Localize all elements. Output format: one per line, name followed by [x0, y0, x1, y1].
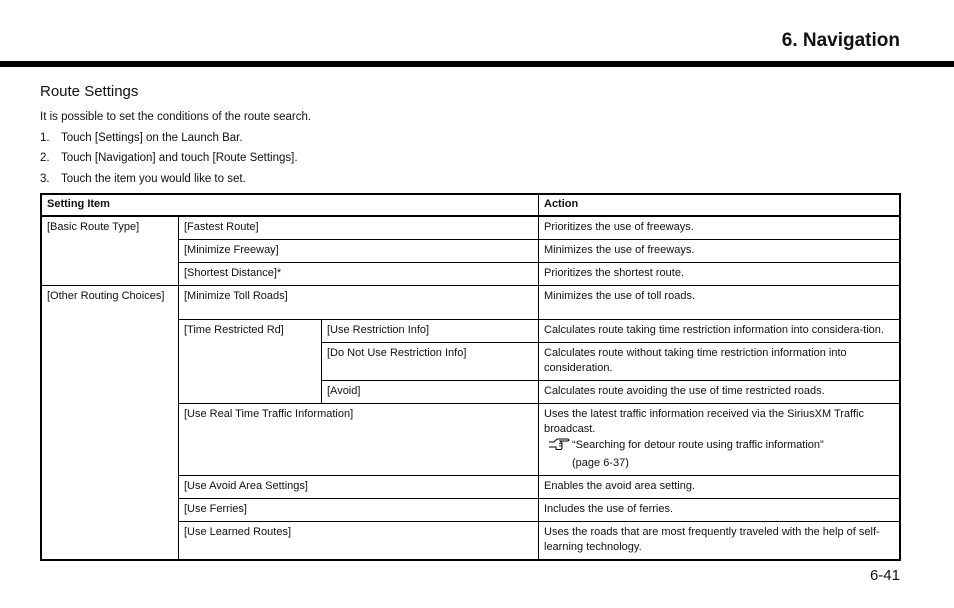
step-1	[40, 132, 243, 144]
reference-page: (page 6-37)	[572, 457, 629, 469]
table-row	[41, 216, 900, 240]
step-text: Touch [Navigation] and touch [Route Settings].	[61, 152, 298, 164]
chapter-title: 6. Navigation	[781, 30, 900, 51]
page-reference	[544, 437, 894, 456]
step-3	[40, 173, 246, 185]
step-number: 3.	[40, 173, 50, 185]
setting-item-cell: [Do Not Use Restriction Info]	[322, 343, 539, 381]
setting-item-cell: [Use Learned Routes]	[179, 522, 539, 561]
action-cell: Minimizes the use of toll roads.	[539, 286, 901, 320]
action-cell: Calculates route avoiding the use of time restricted roads.	[539, 381, 901, 404]
step-2	[40, 152, 298, 164]
setting-item-cell: [Fastest Route]	[179, 216, 539, 240]
setting-item-cell: [Minimize Freeway]	[179, 240, 539, 263]
action-cell: Enables the avoid area setting.	[539, 476, 901, 499]
group-time-restricted-rd: [Time Restricted Rd]	[179, 320, 322, 404]
reference-pointing-hand-icon	[548, 437, 570, 456]
header-rule	[0, 61, 954, 67]
reference-link[interactable]: “Searching for detour route using traffic information”	[572, 439, 824, 451]
table-row	[41, 286, 900, 320]
setting-item-cell: [Minimize Toll Roads]	[179, 286, 539, 320]
step-number: 1.	[40, 132, 50, 144]
action-cell: Uses the roads that are most frequently traveled with the help of self-learning technology.	[539, 522, 901, 561]
setting-item-cell: [Use Real Time Traffic Information]	[179, 404, 539, 476]
route-settings-table	[40, 193, 901, 561]
setting-item-cell: [Use Ferries]	[179, 499, 539, 522]
setting-item-cell: [Avoid]	[322, 381, 539, 404]
step-text: Touch the item you would like to set.	[61, 173, 246, 185]
action-cell: Calculates route without taking time restriction information into consideration.	[539, 343, 901, 381]
setting-item-cell: [Shortest Distance]*	[179, 263, 539, 286]
action-cell: Minimizes the use of freeways.	[539, 240, 901, 263]
action-cell	[539, 404, 901, 476]
action-cell: Includes the use of ferries.	[539, 499, 901, 522]
group-basic-route-type: [Basic Route Type]	[41, 216, 179, 286]
pointing-hand-svg	[548, 437, 570, 451]
action-text: Uses the latest traffic information received via the SiriusXM Traffic broadcast.	[544, 408, 864, 435]
header-setting-item: Setting Item	[41, 194, 539, 216]
action-cell: Calculates route taking time restriction information into considera-tion.	[539, 320, 901, 343]
table-header-row	[41, 194, 900, 216]
action-cell: Prioritizes the shortest route.	[539, 263, 901, 286]
step-number: 2.	[40, 152, 50, 164]
step-text: Touch [Settings] on the Launch Bar.	[61, 132, 243, 144]
intro-text: It is possible to set the conditions of the route search.	[40, 111, 312, 123]
setting-item-cell: [Use Restriction Info]	[322, 320, 539, 343]
header-action: Action	[539, 194, 901, 216]
action-cell: Prioritizes the use of freeways.	[539, 216, 901, 240]
section-title: Route Settings	[40, 83, 139, 100]
setting-item-cell: [Use Avoid Area Settings]	[179, 476, 539, 499]
page-number: 6-41	[869, 567, 900, 584]
group-other-routing-choices: [Other Routing Choices]	[41, 286, 179, 561]
